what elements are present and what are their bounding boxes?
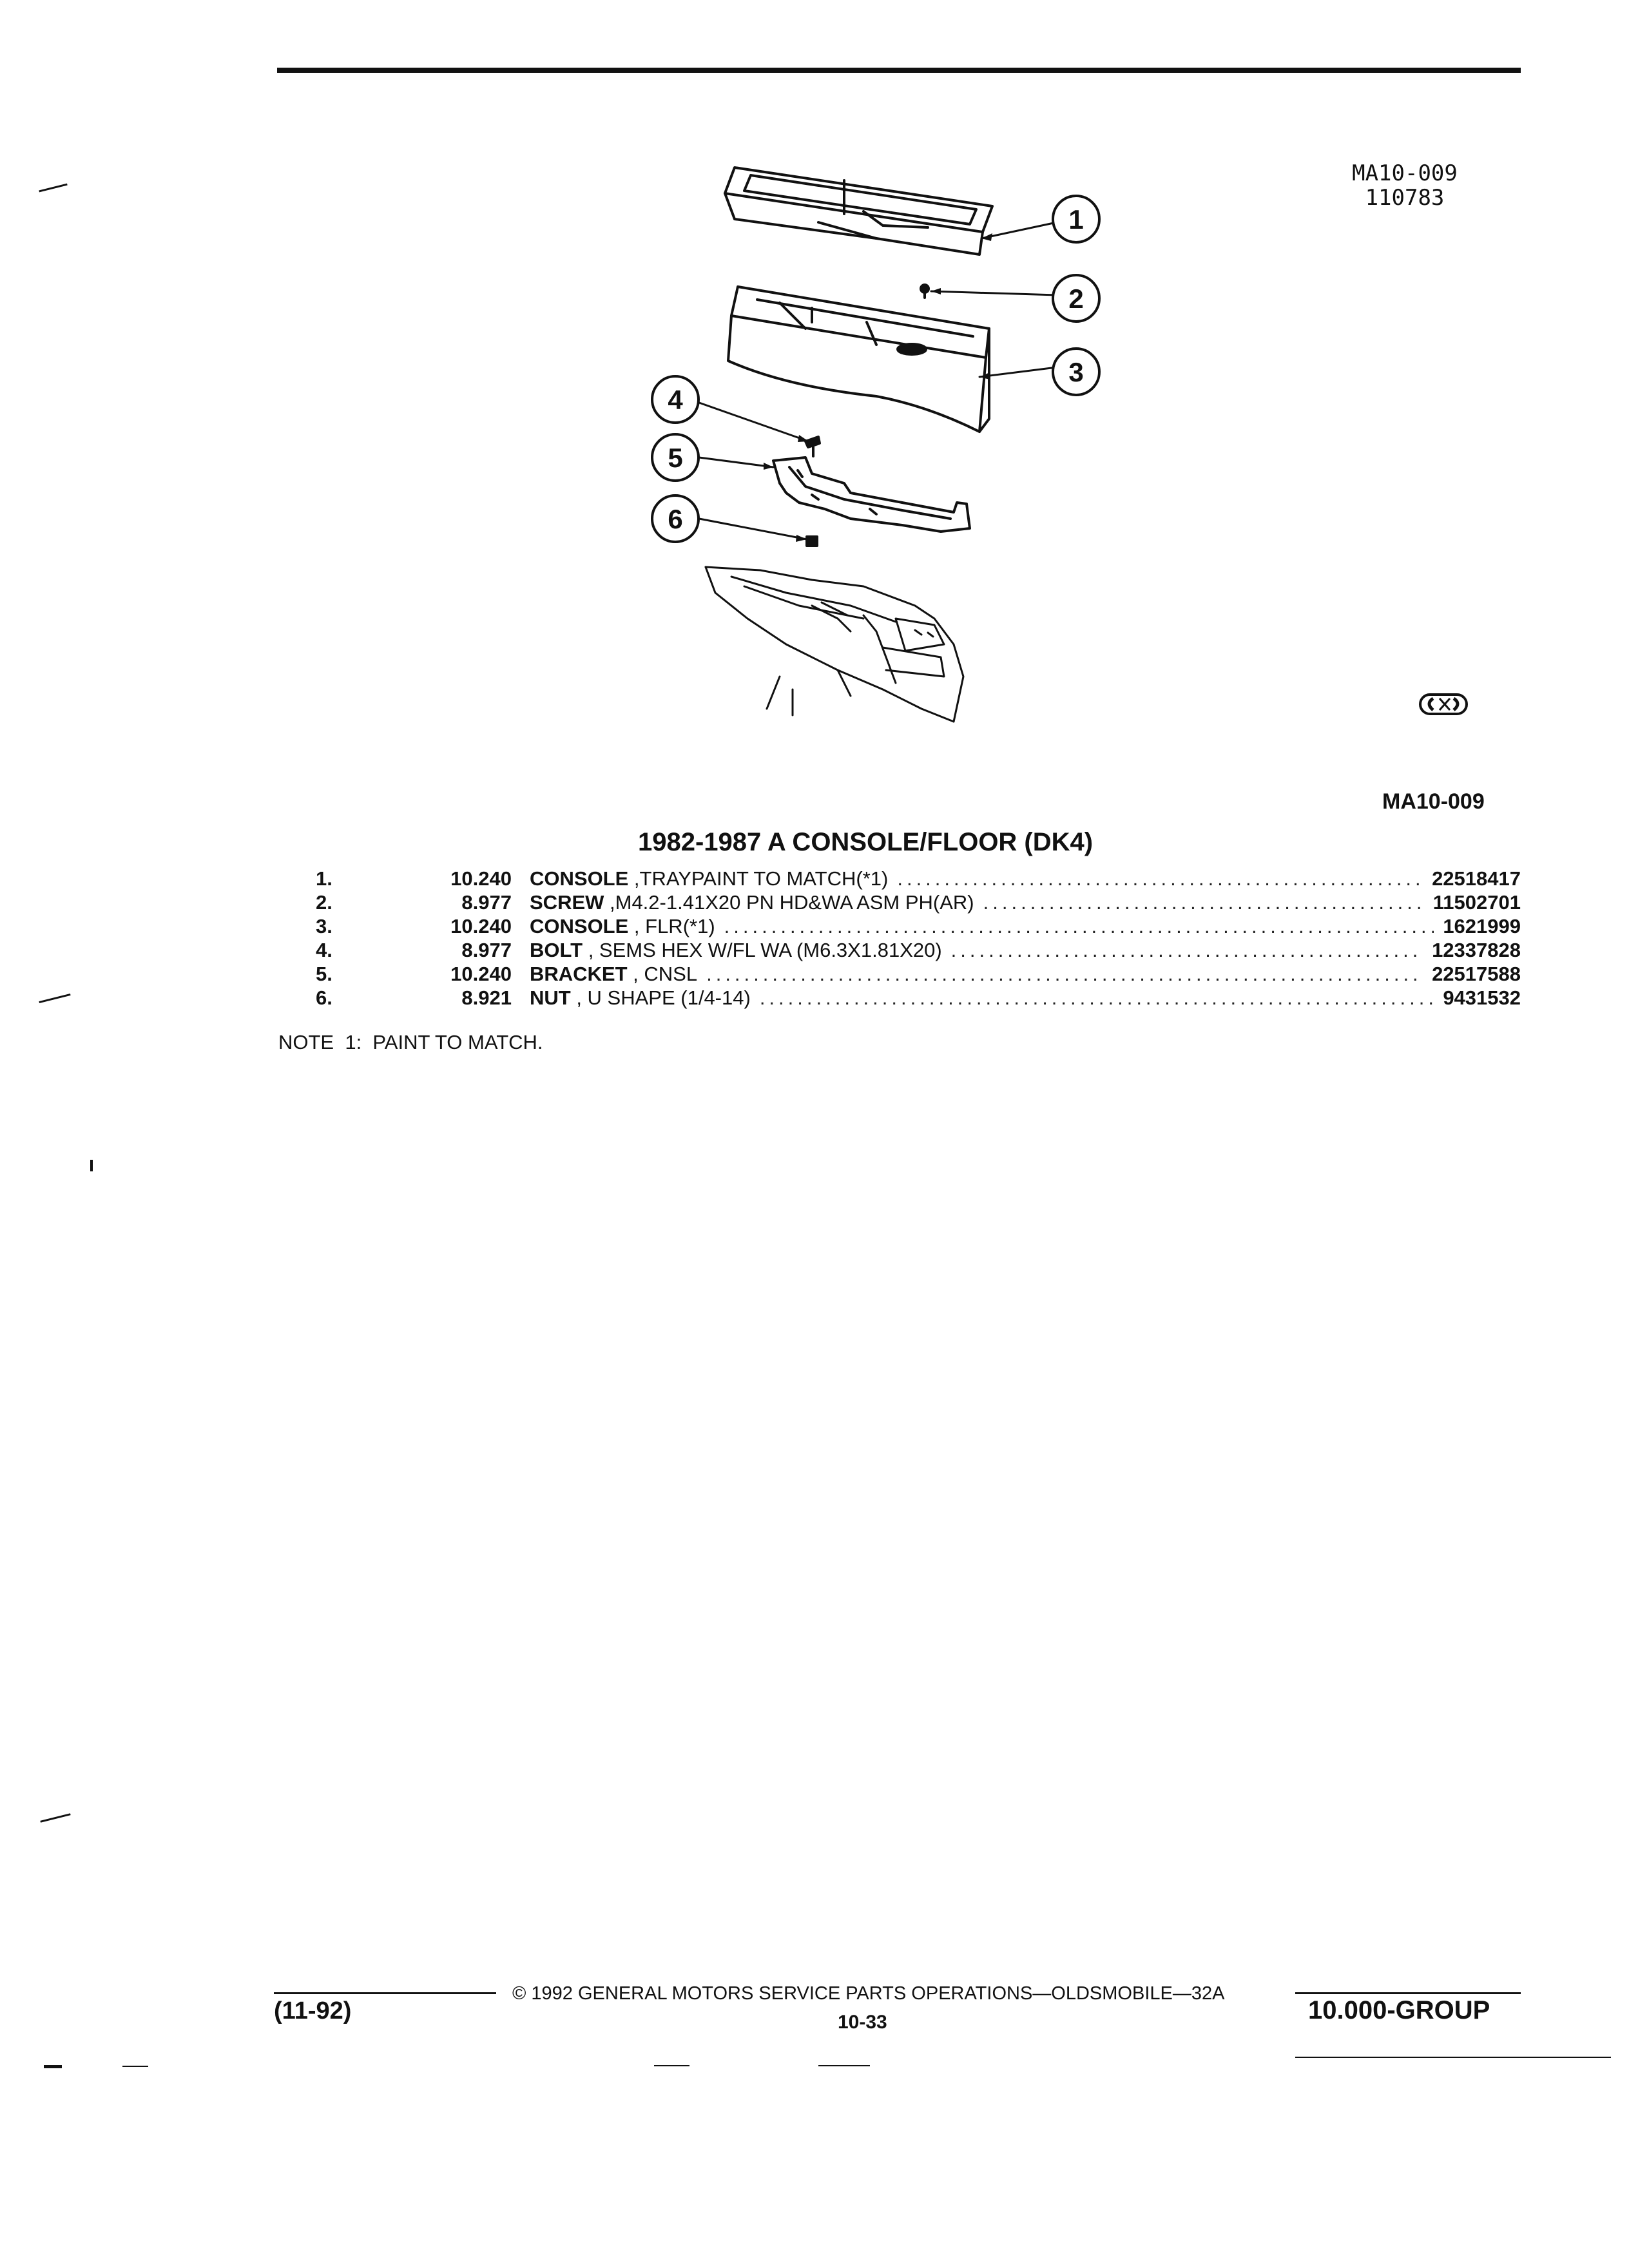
footer-rule-right (1295, 1992, 1521, 1994)
group-number: 10.240 (450, 867, 512, 890)
callout-2 (1053, 275, 1099, 322)
leader-dots (897, 867, 1423, 890)
parts-row (316, 914, 1521, 938)
console-tray-drawing (725, 168, 992, 255)
footer-page-number: 10-33 (838, 2012, 887, 2033)
part-name: NUT (530, 986, 571, 1009)
scan-mark (39, 994, 70, 1003)
parts-row (316, 962, 1521, 986)
part-number: 22517588 (1432, 963, 1521, 985)
item-number: 2. (316, 891, 333, 914)
floor-console-drawing (728, 287, 989, 432)
leader-dots (983, 890, 1424, 914)
figure-code-block (1340, 161, 1469, 210)
note-text: NOTE 1: PAINT TO MATCH. (278, 1031, 543, 1053)
scan-mark (44, 2065, 62, 2068)
callout-3 (1053, 349, 1099, 395)
item-number: 3. (316, 915, 333, 937)
callout-6 (652, 495, 699, 542)
part-description: , FLR(*1) (628, 915, 715, 937)
part-number: 1621999 (1443, 915, 1521, 937)
item-number: 6. (316, 986, 333, 1009)
item-number: 1. (316, 867, 333, 890)
callout-label: 3 (1068, 357, 1084, 387)
parts-row (316, 938, 1521, 962)
leader-dots (760, 986, 1434, 1010)
footer-rule-left (274, 1992, 496, 1994)
part-description: , CNSL (627, 963, 698, 985)
part-number: 22518417 (1432, 867, 1521, 890)
part-number: 12337828 (1432, 939, 1521, 961)
part-name: BOLT (530, 939, 583, 961)
callout-label: 5 (668, 443, 683, 473)
scan-mark (654, 2065, 689, 2066)
footer-date: (11-92) (274, 1997, 352, 2024)
figure-date: 110783 (1365, 185, 1445, 211)
leader-dots (706, 962, 1423, 986)
callout-label: 1 (1068, 204, 1084, 235)
callout-label: 6 (668, 504, 683, 534)
scan-mark (1295, 2057, 1611, 2058)
scan-mark (122, 2066, 148, 2067)
group-number: 8.921 (461, 986, 512, 1009)
gm-logo-icon (1418, 691, 1469, 719)
bolt-drawing (805, 437, 820, 456)
callout-5 (652, 434, 699, 481)
part-description: , SEMS HEX W/FL WA (M6.3X1.81X20) (583, 939, 942, 961)
part-number: 11502701 (1432, 891, 1521, 914)
footer-group: 10.000-GROUP (1308, 1996, 1490, 2024)
part-description: ,TRAYPAINT TO MATCH(*1) (628, 867, 889, 890)
group-number: 8.977 (461, 891, 512, 914)
group-number: 10.240 (450, 915, 512, 937)
scan-mark (90, 1160, 93, 1171)
part-name: CONSOLE (530, 867, 629, 890)
parts-row (316, 890, 1521, 914)
callout-4 (652, 376, 699, 423)
bracket-drawing (773, 457, 970, 532)
section-title: 1982-1987 A CONSOLE/FLOOR (DK4) (638, 828, 1094, 856)
screw-drawing (921, 285, 929, 298)
leader-dots (724, 914, 1434, 938)
item-number: 4. (316, 939, 333, 961)
part-name: BRACKET (530, 963, 628, 985)
nut-drawing (807, 537, 817, 546)
parts-list (316, 867, 1521, 1010)
part-description: ,M4.2-1.41X20 PN HD&WA ASM PH(AR) (604, 891, 974, 914)
leader-lines (699, 222, 1057, 539)
figure-code: MA10-009 (1352, 160, 1458, 186)
part-number: 9431532 (1443, 986, 1521, 1009)
group-number: 8.977 (461, 939, 512, 961)
parts-row (316, 867, 1521, 890)
footer-copyright: © 1992 GENERAL MOTORS SERVICE PARTS OPERATIONS—OLDSMOBILE—32A (512, 1983, 1225, 2004)
scan-mark (818, 2065, 870, 2066)
part-name: SCREW (530, 891, 604, 914)
part-description: , U SHAPE (1/4-14) (570, 986, 751, 1009)
vehicle-floor-drawing (706, 567, 963, 722)
part-name: CONSOLE (530, 915, 629, 937)
scan-mark (40, 1813, 70, 1823)
group-number: 10.240 (450, 963, 512, 985)
scan-mark (39, 184, 67, 193)
callout-label: 2 (1068, 284, 1084, 314)
top-rule (277, 68, 1521, 73)
parts-row (316, 986, 1521, 1010)
leader-dots (951, 938, 1423, 962)
callout-label: 4 (668, 385, 683, 415)
item-number: 5. (316, 963, 333, 985)
callout-1 (1053, 196, 1099, 242)
figure-reference: MA10-009 (1382, 789, 1485, 814)
exploded-parts-illustration (593, 142, 1173, 741)
